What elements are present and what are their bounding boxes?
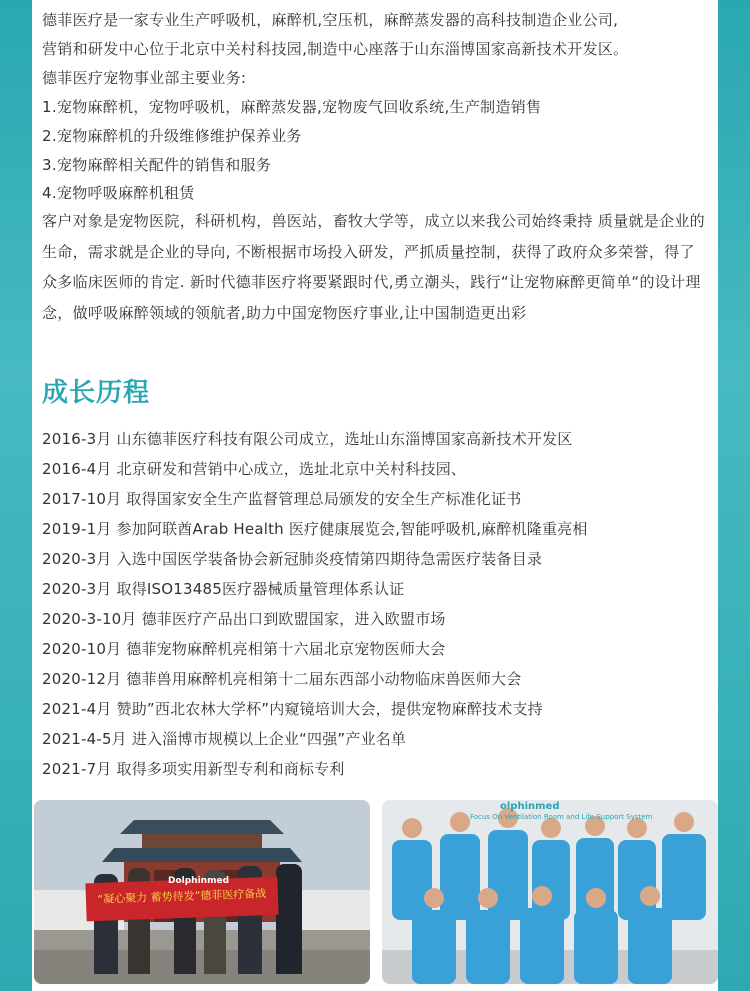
timeline-item: 2017-10月 取得国家安全生产监督管理总局颁发的安全生产标准化证书 xyxy=(42,490,522,508)
timeline-item: 2021-7月 取得多项实用新型专利和商标专利 xyxy=(42,760,345,778)
history-title: 成长历程 xyxy=(42,378,151,408)
timeline-item: 2021-4-5月 进入淄博市规模以上企业“四强”产业名单 xyxy=(42,730,407,748)
wall-slogan: Focus On Ventilation Room and Life Support System xyxy=(470,813,653,821)
timeline-item: 2020-12月 德菲兽用麻醉机亮相第十二届东西部小动物临床兽医师大会 xyxy=(42,670,522,688)
timeline-item: 2016-3月 山东德菲医疗科技有限公司成立，选址山东淄博国家高新技术开发区 xyxy=(42,430,573,448)
red-banner: “凝心聚力 蓄势待发”德菲医疗备战 xyxy=(85,877,278,922)
intro-line: 德菲医疗宠物事业部主要业务: xyxy=(42,69,247,87)
intro-line: 1.宠物麻醉机，宠物呼吸机，麻醉蒸发器,宠物废气回收系统,生产制造销售 xyxy=(42,98,542,116)
intro-line: 2.宠物麻醉机的升级维修维护保养业务 xyxy=(42,127,302,145)
wall-logo: olphinmed xyxy=(500,801,560,812)
timeline-item: 2019-1月 参加阿联酋Arab Health 医疗健康展览会,智能呼吸机,麻醉机隆重亮相 xyxy=(42,520,588,538)
timeline-item: 2020-3月 取得ISO13485医疗器械质量管理体系认证 xyxy=(42,580,405,598)
history-timeline xyxy=(42,424,714,784)
intro-line: 德菲医疗是一家专业生产呼吸机，麻醉机,空压机，麻醉蒸发器的高科技制造企业公司, xyxy=(42,11,619,29)
timeline-item: 2020-10月 德菲宠物麻醉机亮相第十六届北京宠物医师大会 xyxy=(42,640,446,658)
timeline-item: 2016-4月 北京研发和营销中心成立，选址北京中关村科技园、 xyxy=(42,460,467,478)
banner-logo: Dolphinmed xyxy=(168,876,230,886)
timeline-item: 2020-3-10月 德菲医疗产品出口到欧盟国家，进入欧盟市场 xyxy=(42,610,446,628)
intro-paragraph: 客户对象是宠物医院，科研机构，兽医站，畜牧大学等，成立以来我公司始终秉持 质量就是企业的生命，需求就是企业的导向, 不断根据市场投入研发，严抓质量控制，获得了政府众多荣誉，得了众多临床医师的肯定. 新时代德菲医疗将要紧跟时代,勇立潮头，践行“让宠物麻醉更简单“的设计理念，做呼吸麻醉领域的领航者,助力中国宠物医疗事业,让中国制造更出彩 xyxy=(42,212,705,322)
timeline-item: 2020-3月 入选中国医学装备协会新冠肺炎疫情第四期待急需医疗装备目录 xyxy=(42,550,543,568)
company-intro xyxy=(42,6,714,328)
intro-line: 3.宠物麻醉相关配件的销售和服务 xyxy=(42,156,272,174)
intro-line: 营销和研发中心位于北京中关村科技园,制造中心座落于山东淄博国家高新技术开发区。 xyxy=(42,40,629,58)
team-photo-office xyxy=(382,800,718,984)
person xyxy=(276,864,302,974)
intro-line: 4.宠物呼吸麻醉机租赁 xyxy=(42,184,195,202)
timeline-item: 2021-4月 赞助”西北农林大学杯”内窥镜培训大会，提供宠物麻醉技术支持 xyxy=(42,700,543,718)
office-illustration xyxy=(382,800,718,984)
